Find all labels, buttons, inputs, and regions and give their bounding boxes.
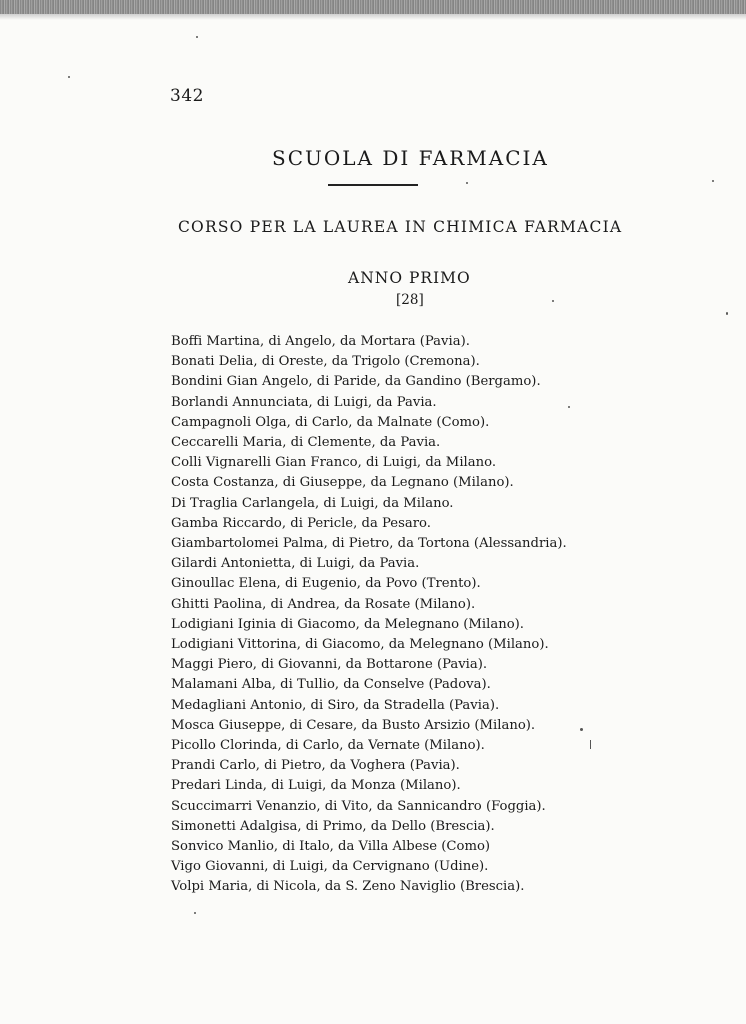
- scan-speck: [68, 76, 70, 78]
- page-number: 342: [170, 86, 204, 106]
- student-entry: Costa Costanza, di Giuseppe, da Legnano (Milano).: [171, 475, 514, 491]
- student-entry: Ginoullac Elena, di Eugenio, da Povo (Trento).: [171, 576, 481, 592]
- student-entry: Bonati Delia, di Oreste, da Trigolo (Cremona).: [171, 354, 480, 370]
- student-entry: Vigo Giovanni, di Luigi, da Cervignano (Udine).: [171, 859, 489, 875]
- scan-speck: [194, 912, 196, 914]
- student-entry: Predari Linda, di Luigi, da Monza (Milano).: [171, 778, 461, 794]
- scan-shadow: [0, 14, 746, 20]
- scan-speck: [196, 36, 198, 38]
- scan-speck: [726, 312, 728, 315]
- student-entry: Lodigiani Vittorina, di Giacomo, da Melegnano (Milano).: [171, 637, 549, 653]
- scan-speck: [712, 180, 714, 182]
- student-entry: Di Traglia Carlangela, di Luigi, da Milano.: [171, 495, 454, 511]
- student-entry: Scuccimarri Venanzio, di Vito, da Sannicandro (Foggia).: [171, 798, 546, 814]
- scan-speck: [568, 406, 570, 408]
- student-entry: Maggi Piero, di Giovanni, da Bottarone (Pavia).: [171, 657, 488, 673]
- student-entry: Colli Vignarelli Gian Franco, di Luigi, da Milano.: [171, 455, 497, 471]
- student-entry: Picollo Clorinda, di Carlo, da Vernate (Milano).: [171, 738, 485, 754]
- student-entry: Lodigiani Iginia di Giacomo, da Melegnano (Milano).: [171, 616, 524, 632]
- student-list: [171, 332, 567, 898]
- student-entry: Boffi Martina, di Angelo, da Mortara (Pavia).: [171, 334, 470, 349]
- title-divider: [328, 184, 418, 186]
- student-entry: Borlandi Annunciata, di Luigi, da Pavia.: [171, 394, 437, 410]
- scan-speck: [580, 728, 583, 731]
- student-entry: Bondini Gian Angelo, di Paride, da Gandino (Bergamo).: [171, 374, 541, 390]
- student-entry: Ghitti Paolina, di Andrea, da Rosate (Milano).: [171, 596, 476, 612]
- scan-speck: [466, 182, 468, 184]
- student-entry: Gilardi Antonietta, di Luigi, da Pavia.: [171, 556, 420, 572]
- scan-speck: [552, 300, 554, 302]
- student-entry: Giambartolomei Palma, di Pietro, da Tortona (Alessandria).: [171, 536, 567, 552]
- year-title: ANNO PRIMO: [348, 269, 471, 287]
- course-title: CORSO PER LA LAUREA IN CHIMICA FARMACIA: [178, 218, 623, 236]
- student-entry: Volpi Maria, di Nicola, da S. Zeno Naviglio (Brescia).: [171, 879, 525, 895]
- student-entry: Gamba Riccardo, di Pericle, da Pesaro.: [171, 515, 431, 531]
- student-entry: Prandi Carlo, di Pietro, da Voghera (Pavia).: [171, 758, 460, 774]
- student-entry: Campagnoli Olga, di Carlo, da Malnate (Como).: [171, 414, 490, 430]
- student-entry: Sonvico Manlio, di Italo, da Villa Albese (Como): [171, 839, 491, 855]
- scan-speck: [590, 740, 591, 749]
- student-entry: Mosca Giuseppe, di Cesare, da Busto Arsizio (Milano).: [171, 717, 536, 733]
- scanned-page-top-edge: [0, 0, 746, 14]
- student-count: [28]: [396, 292, 424, 308]
- student-entry: Medagliani Antonio, di Siro, da Stradella (Pavia).: [171, 697, 500, 713]
- school-title: SCUOLA DI FARMACIA: [272, 146, 549, 170]
- student-entry: Malamani Alba, di Tullio, da Conselve (Padova).: [171, 677, 491, 693]
- student-entry: Simonetti Adalgisa, di Primo, da Dello (Brescia).: [171, 818, 495, 834]
- student-entry: Ceccarelli Maria, di Clemente, da Pavia.: [171, 435, 441, 451]
